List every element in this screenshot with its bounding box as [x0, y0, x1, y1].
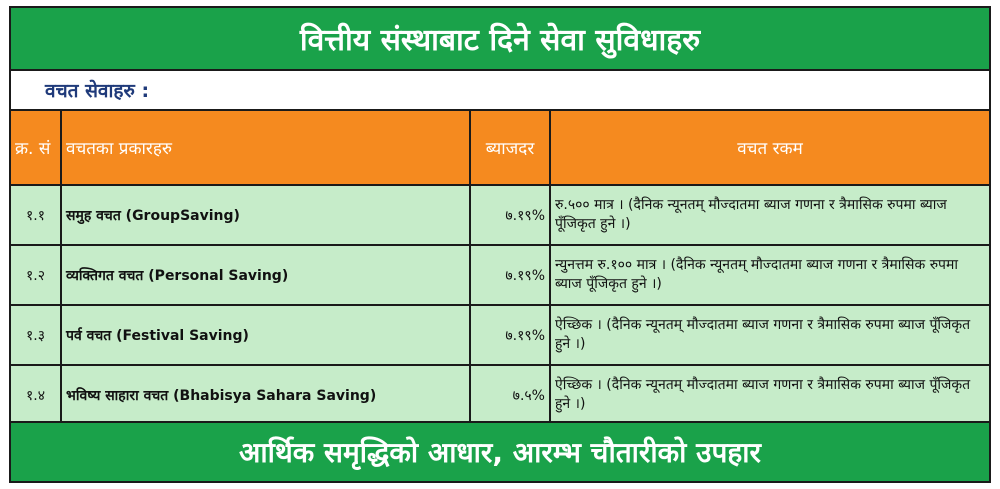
row-rate: ७.१९%: [470, 185, 550, 245]
column-header-rate: ब्याजदर: [470, 111, 550, 185]
row-amount: रु.५०० मात्र । (दैनिक न्यूनतम् मौज्दातमा ब्याज गणना र त्रैमासिक रुपमा ब्याज पूँजिकृत हुने ।): [550, 185, 989, 245]
footer-slogan: आर्थिक समृद्धिको आधार, आरम्भ चौतारीको उपहार: [11, 421, 989, 481]
column-header-type: वचतका प्रकारहरु: [61, 111, 470, 185]
services-panel: [9, 6, 991, 483]
table-row: [11, 305, 989, 365]
column-header-sn: क्र. सं: [11, 111, 61, 185]
table-row: [11, 245, 989, 305]
row-type: भविष्य साहारा वचत (Bhabisya Sahara Saving): [61, 365, 470, 425]
row-amount: ऐच्छिक । (दैनिक न्यूनतम् मौज्दातमा ब्याज गणना र त्रैमासिक रुपमा ब्याज पूँजिकृत हुने ।): [550, 305, 989, 365]
page-title: वित्तीय संस्थाबाट दिने सेवा सुविधाहरु: [11, 8, 989, 71]
row-rate: ७.५%: [470, 365, 550, 425]
row-type: व्यक्तिगत वचत (Personal Saving): [61, 245, 470, 305]
row-sn: १.२: [11, 245, 61, 305]
savings-table: [11, 111, 989, 426]
row-sn: १.४: [11, 365, 61, 425]
row-sn: १.३: [11, 305, 61, 365]
table-row: [11, 365, 989, 425]
section-subtitle: वचत सेवाहरु :: [11, 71, 989, 111]
row-amount: न्युनत्तम रु.१०० मात्र । (दैनिक न्यूनतम् मौज्दातमा ब्याज गणना र त्रैमासिक रुपमा ब्याज पूँजिकृत हुने ।): [550, 245, 989, 305]
row-type: पर्व वचत (Festival Saving): [61, 305, 470, 365]
row-amount: ऐच्छिक । (दैनिक न्यूनतम् मौज्दातमा ब्याज गणना र त्रैमासिक रुपमा ब्याज पूँजिकृत हुने ।): [550, 365, 989, 425]
row-rate: ७.१९%: [470, 305, 550, 365]
row-sn: १.१: [11, 185, 61, 245]
row-type: समुह वचत (GroupSaving): [61, 185, 470, 245]
column-header-amount: वचत रकम: [550, 111, 989, 185]
table-header-row: [11, 111, 989, 185]
row-rate: ७.१९%: [470, 245, 550, 305]
table-row: [11, 185, 989, 245]
